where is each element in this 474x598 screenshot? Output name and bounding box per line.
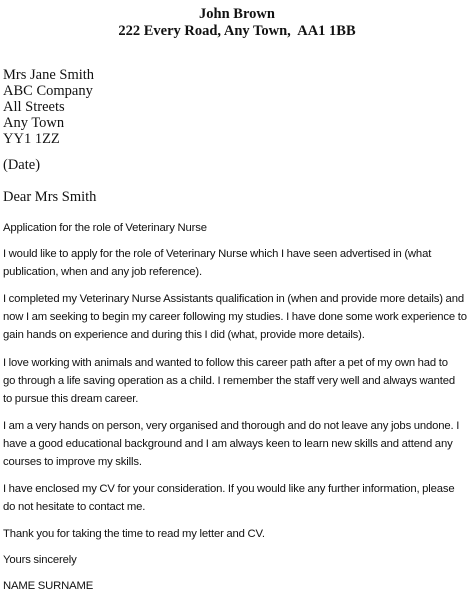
signature-name: NAME SURNAME [3, 580, 94, 592]
paragraph-line: publication, when and any job reference). [3, 266, 202, 278]
closing-thanks: Thank you for taking the time to read my letter and CV. [3, 528, 265, 540]
sender-header [0, 6, 474, 40]
recipient-line: Mrs Jane Smith [3, 67, 95, 83]
paragraph-line: I love working with animals and wanted to follow this career path after a pet of my own had to [3, 357, 448, 369]
paragraph-line: go through a life saving operation as a child. I remember the staff very well and always wanted [3, 375, 456, 387]
sign-off: Yours sincerely [3, 554, 77, 566]
paragraph-line: now I am seeking to begin my career following my studies. I have done some work experience to [3, 311, 467, 323]
paragraph-line: I completed my Veterinary Nurse Assistants qualification in (when and provide more details) and [3, 293, 464, 305]
paragraph-line: have a good educational background and I am always keen to learn new skills and attend any [3, 438, 453, 450]
salutation: Dear Mrs Smith [3, 189, 97, 205]
paragraph-line: I would like to apply for the role of Veterinary Nurse which I have seen advertised in (what [3, 248, 432, 260]
paragraph-line: I am a very hands on person, very organised and thorough and do not leave any jobs undone. I [3, 420, 460, 432]
paragraph-line: do not hesitate to contact me. [3, 501, 146, 513]
recipient-line: All Streets [3, 99, 65, 115]
paragraph-line: courses to improve my skills. [3, 456, 142, 468]
sender-address: 222 Every Road, Any Town, AA1 1BB [118, 23, 356, 39]
recipient-line: YY1 1ZZ [3, 131, 60, 147]
paragraph-line: to pursue this dream career. [3, 393, 139, 405]
recipient-line: ABC Company [3, 83, 93, 99]
paragraph-line: gain hands on experience and during this I did (what, provide more details). [3, 329, 365, 341]
recipient-address [3, 67, 94, 147]
letter-date: (Date) [3, 157, 41, 173]
paragraph-4 [3, 417, 473, 471]
sender-name: John Brown [199, 6, 275, 22]
subject-line: Application for the role of Veterinary Nurse [3, 222, 207, 234]
paragraph-2 [3, 290, 473, 344]
paragraph-5 [3, 480, 473, 516]
paragraph-line: I have enclosed my CV for your consideration. If you would like any further information, please [3, 483, 455, 495]
paragraph-1 [3, 245, 473, 281]
recipient-line: Any Town [3, 115, 65, 131]
paragraph-3 [3, 354, 473, 408]
